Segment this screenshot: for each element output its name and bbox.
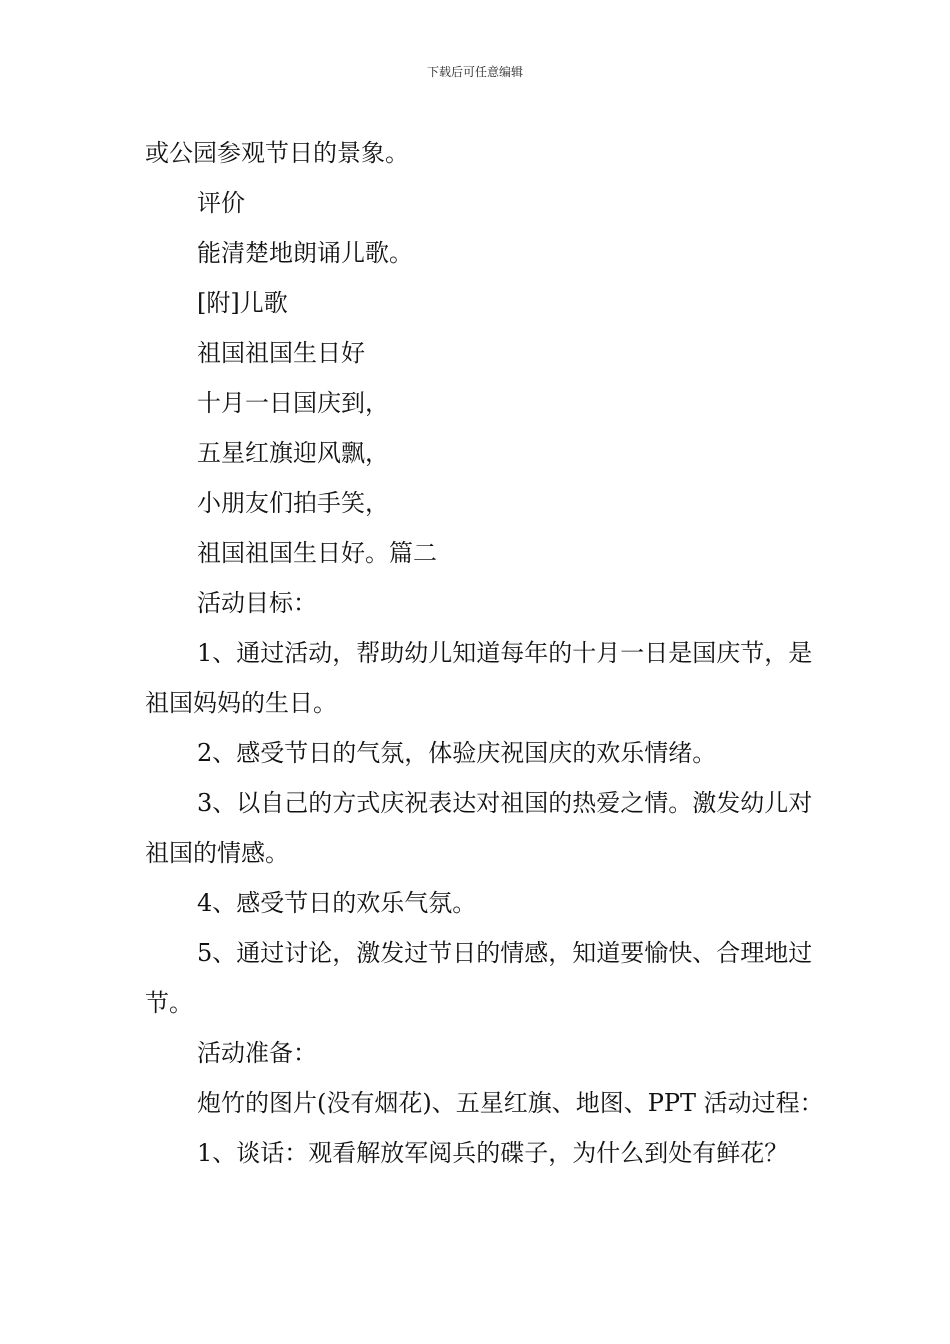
paragraph: [附]儿歌 [197, 289, 288, 317]
poem-line: 五星红旗迎风飘， [197, 439, 389, 467]
paragraph: 炮竹的图片(没有烟花)、五星红旗、地图、PPT 活动过程： [197, 1089, 824, 1117]
paragraph: 或公园参观节日的景象。 [145, 139, 409, 167]
poem-line: 祖国祖国生日好 [197, 339, 365, 367]
page-header: 下载后可任意编辑 [426, 65, 523, 79]
list-item: 2、感受节日的气氛，体验庆祝国庆的欢乐情绪。 [197, 739, 717, 767]
list-item: 4、感受节日的欢乐气氛。 [197, 889, 477, 917]
list-item: 1、通过活动，帮助幼儿知道每年的十月一日是国庆节，是祖国妈妈的生日。 [145, 639, 813, 717]
poem-line: 祖国祖国生日好。篇二 [197, 539, 437, 567]
paragraph: 能清楚地朗诵儿歌。 [197, 239, 413, 267]
list-item: 1、谈话：观看解放军阅兵的碟子，为什么到处有鲜花？ [197, 1139, 789, 1167]
list-item: 5、通过讨论，激发过节日的情感，知道要愉快、合理地过节。 [145, 939, 813, 1017]
section-heading: 活动目标： [197, 589, 317, 617]
poem-line: 十月一日国庆到， [197, 389, 389, 417]
paragraph: 评价 [197, 189, 245, 217]
document-body [145, 128, 825, 1178]
poem-line: 小朋友们拍手笑， [197, 489, 389, 517]
list-item: 3、以自己的方式庆祝表达对祖国的热爱之情。激发幼儿对祖国的情感。 [145, 789, 813, 867]
section-heading: 活动准备： [197, 1039, 317, 1067]
